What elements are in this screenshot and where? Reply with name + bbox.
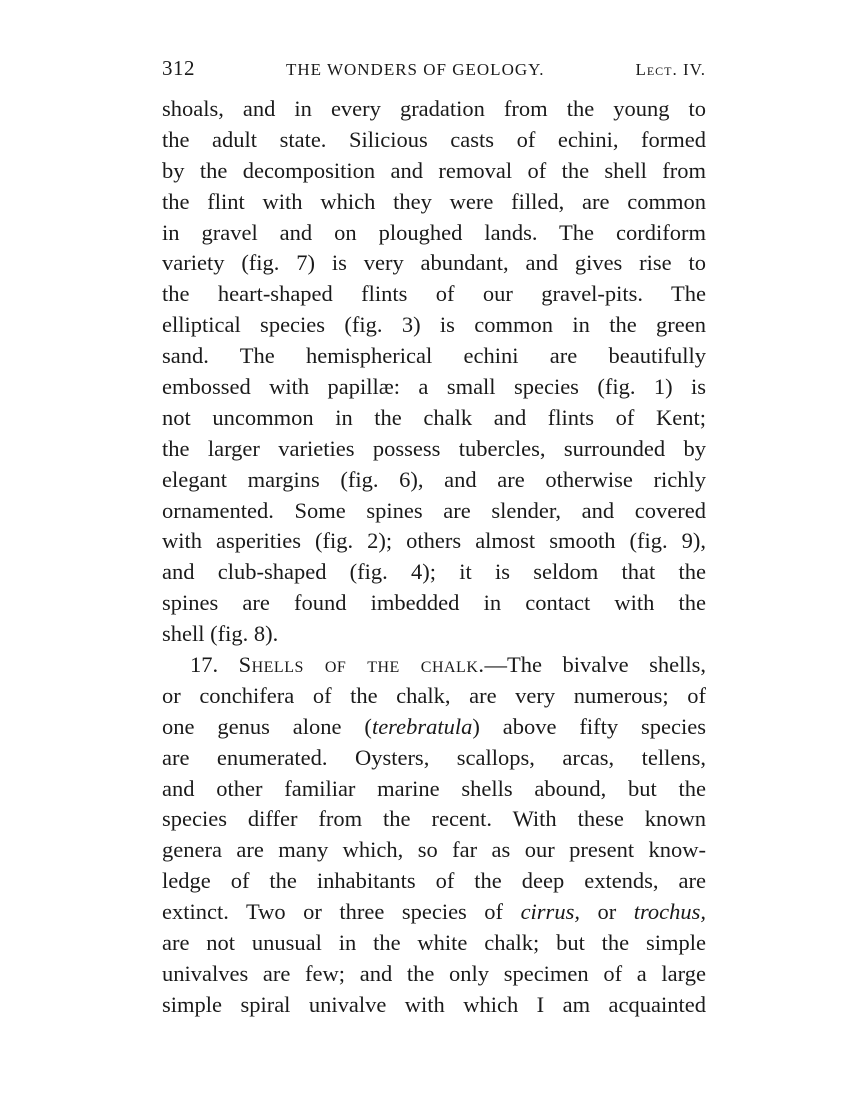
text-line: are not unusual in the white chalk; but the simple xyxy=(162,930,706,956)
running-title: THE WONDERS OF GEOLOGY. xyxy=(285,60,545,79)
text-line: the flint with which they were filled, are common xyxy=(162,188,706,214)
paragraph-shells-of-the-chalk xyxy=(162,650,706,1021)
text-line: simple spiral univalve with which I am acquainted xyxy=(162,991,706,1017)
text-run: ) above fifty species xyxy=(472,713,706,739)
book-page xyxy=(162,56,706,1021)
text-line: with asperities (fig. 2); others almost smooth (fig. 9), xyxy=(162,528,706,554)
text-line: ornamented. Some spines are slender, and covered xyxy=(162,497,706,523)
italic-term: terebratula xyxy=(371,713,473,739)
italic-term: cirrus, xyxy=(520,899,580,925)
text-line: shoals, and in every gradation from the young to xyxy=(162,96,706,121)
text-line: ledge of the inhabitants of the deep extends, are xyxy=(162,868,706,894)
body-text xyxy=(162,94,706,1021)
text-run: or xyxy=(579,899,634,925)
lecture-reference: Lect. IV. xyxy=(635,60,706,79)
text-line: and club-shaped (fig. 4); it is seldom that the xyxy=(162,559,706,585)
text-line: the larger varieties possess tubercles, surrounded by xyxy=(162,435,706,461)
text-line xyxy=(162,897,706,928)
text-line: elliptical species (fig. 3) is common in the green xyxy=(162,312,706,338)
text-line: species differ from the recent. With these known xyxy=(162,806,706,832)
text-line: or conchifera of the chalk, are very numerous; of xyxy=(162,682,706,708)
text-line xyxy=(162,650,706,681)
italic-term: trochus, xyxy=(633,899,706,925)
text-line: embossed with papillæ: a small species (fig. 1) is xyxy=(162,374,706,400)
text-line: variety (fig. 7) is very abundant, and gives rise to xyxy=(162,250,706,276)
running-head xyxy=(162,56,706,92)
text-line: shell (fig. 8). xyxy=(162,621,279,647)
text-line: the heart-shaped flints of our gravel-pits. The xyxy=(162,281,706,307)
text-run: one genus alone ( xyxy=(162,713,372,739)
section-number: 17. xyxy=(190,652,219,678)
text-line xyxy=(162,712,706,743)
text-line: univalves are few; and the only specimen of a large xyxy=(162,960,706,986)
text-line: not uncommon in the chalk and flints of Kent; xyxy=(162,404,706,430)
text-line: spines are found imbedded in contact with the xyxy=(162,590,706,616)
text-line: in gravel and on ploughed lands. The cordiform xyxy=(162,219,706,245)
text-line: are enumerated. Oysters, scallops, arcas, tellens, xyxy=(162,744,706,770)
text-line: the adult state. Silicious casts of echini, formed xyxy=(162,126,706,152)
text-line: sand. The hemispherical echini are beautifully xyxy=(162,343,706,369)
section-heading: Shells of the chalk. xyxy=(238,652,485,678)
text-run: —The bivalve shells, xyxy=(484,652,706,678)
paragraph-echini xyxy=(162,94,706,650)
text-line: genera are many which, so far as our present know- xyxy=(162,837,706,863)
text-line: elegant margins (fig. 6), and are otherwise richly xyxy=(162,466,706,492)
text-run: extinct. Two or three species of xyxy=(162,899,521,925)
text-line: and other familiar marine shells abound, but the xyxy=(162,775,706,801)
text-line: by the decomposition and removal of the shell from xyxy=(162,157,706,183)
page-number: 312 xyxy=(162,56,195,80)
